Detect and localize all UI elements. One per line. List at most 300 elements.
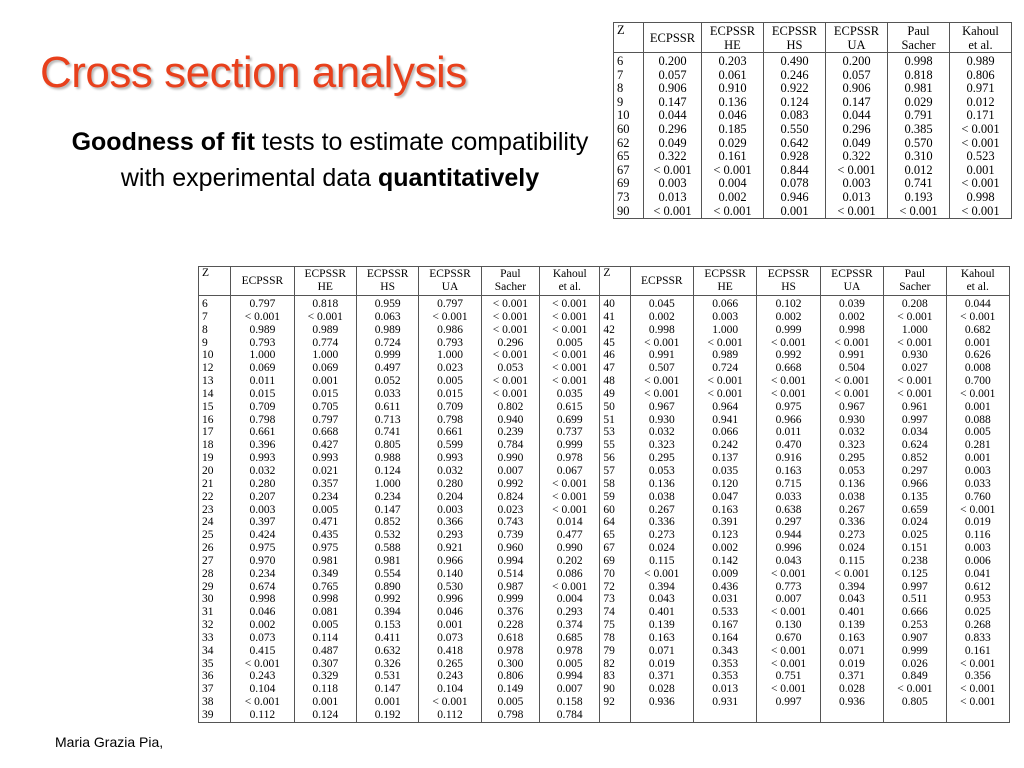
value-cell: 0.994 <box>540 670 600 683</box>
value-cell: 0.435 <box>294 529 356 542</box>
value-cell: < 0.001 <box>950 205 1012 219</box>
value-cell: 0.297 <box>757 516 820 529</box>
value-cell: 0.999 <box>884 645 946 658</box>
value-cell: 0.049 <box>826 137 888 151</box>
value-cell: 0.991 <box>820 349 883 362</box>
value-cell: 0.200 <box>826 53 888 69</box>
value-cell: 0.349 <box>294 568 356 581</box>
value-cell: 0.751 <box>757 670 820 683</box>
value-cell: 0.941 <box>693 414 756 427</box>
value-cell: 0.371 <box>820 670 883 683</box>
value-cell: 0.193 <box>888 191 950 205</box>
value-cell: 0.992 <box>356 593 418 606</box>
column-header: ECPSSR UA <box>826 23 888 53</box>
value-cell: 0.336 <box>820 516 883 529</box>
value-cell: 0.003 <box>693 311 756 324</box>
value-cell: 0.784 <box>540 709 600 722</box>
table-row <box>199 388 1010 401</box>
z-cell: 60 <box>614 123 644 137</box>
value-cell: 0.852 <box>356 516 418 529</box>
table-row <box>614 191 1012 205</box>
table-row <box>614 150 1012 164</box>
value-cell: 0.992 <box>757 349 820 362</box>
column-header: ECPSSR UA <box>820 267 883 296</box>
value-cell: 0.981 <box>356 555 418 568</box>
value-cell: 0.996 <box>757 542 820 555</box>
value-cell: < 0.001 <box>757 375 820 388</box>
value-cell: 0.967 <box>820 401 883 414</box>
table-row <box>614 53 1012 69</box>
value-cell: 0.147 <box>356 504 418 517</box>
table-row <box>199 375 1010 388</box>
value-cell: 0.153 <box>356 619 418 632</box>
value-cell: < 0.001 <box>231 311 294 324</box>
z-cell: 51 <box>600 414 630 427</box>
table-row <box>199 658 1010 671</box>
value-cell: 0.005 <box>294 504 356 517</box>
value-cell: 0.295 <box>630 452 693 465</box>
value-cell: 0.323 <box>820 439 883 452</box>
value-cell: 0.990 <box>540 542 600 555</box>
z-cell: 9 <box>614 96 644 110</box>
z-cell: 90 <box>600 683 630 696</box>
table-row <box>199 670 1010 683</box>
table-row <box>199 696 1010 709</box>
value-cell: 0.998 <box>888 53 950 69</box>
value-cell: 0.147 <box>826 96 888 110</box>
value-cell: 0.297 <box>884 465 946 478</box>
value-cell: 0.120 <box>693 478 756 491</box>
value-cell: 0.032 <box>820 426 883 439</box>
value-cell: < 0.001 <box>950 177 1012 191</box>
table-row <box>614 164 1012 178</box>
value-cell: < 0.001 <box>481 311 539 324</box>
value-cell: 0.760 <box>946 491 1009 504</box>
value-cell: 0.709 <box>231 401 294 414</box>
value-cell: 0.323 <box>630 439 693 452</box>
value-cell: 0.033 <box>356 388 418 401</box>
table-row <box>199 426 1010 439</box>
value-cell: < 0.001 <box>946 696 1009 709</box>
value-cell: 0.490 <box>764 53 826 69</box>
value-cell: 0.047 <box>693 491 756 504</box>
value-cell: 0.394 <box>356 606 418 619</box>
value-cell: 0.001 <box>946 452 1009 465</box>
z-cell: 62 <box>614 137 644 151</box>
column-header: ECPSSR HS <box>764 23 826 53</box>
value-cell: 0.670 <box>757 632 820 645</box>
z-cell: 59 <box>600 491 630 504</box>
value-cell: 0.007 <box>540 683 600 696</box>
value-cell: 0.171 <box>950 109 1012 123</box>
value-cell: 0.032 <box>630 426 693 439</box>
value-cell: 0.802 <box>481 401 539 414</box>
table-row <box>199 478 1010 491</box>
table-row <box>199 324 1010 337</box>
table-row <box>199 593 1010 606</box>
value-cell: 0.026 <box>884 658 946 671</box>
z-cell: 78 <box>600 632 630 645</box>
value-cell: 0.322 <box>644 150 702 164</box>
value-cell: 0.975 <box>294 542 356 555</box>
value-cell: 0.139 <box>820 619 883 632</box>
value-cell: < 0.001 <box>540 504 600 517</box>
value-cell: < 0.001 <box>481 349 539 362</box>
value-cell: 0.203 <box>702 53 764 69</box>
value-cell <box>630 709 693 722</box>
value-cell: 0.497 <box>356 362 418 375</box>
value-cell: 0.066 <box>693 426 756 439</box>
value-cell: 0.005 <box>946 426 1009 439</box>
value-cell: 0.385 <box>888 123 950 137</box>
value-cell: 0.001 <box>764 205 826 219</box>
value-cell: 0.135 <box>884 491 946 504</box>
value-cell: 0.086 <box>540 568 600 581</box>
value-cell: 0.724 <box>356 337 418 350</box>
value-cell: < 0.001 <box>757 337 820 350</box>
value-cell: 0.928 <box>764 150 826 164</box>
value-cell: 0.049 <box>644 137 702 151</box>
column-header: Z <box>199 267 231 296</box>
value-cell: 0.993 <box>231 452 294 465</box>
value-cell: 0.071 <box>820 645 883 658</box>
value-cell: 0.038 <box>630 491 693 504</box>
z-cell: 50 <box>600 401 630 414</box>
value-cell: 0.391 <box>693 516 756 529</box>
z-cell: 65 <box>600 529 630 542</box>
value-cell: 0.015 <box>231 388 294 401</box>
value-cell: 0.396 <box>231 439 294 452</box>
value-cell: 0.161 <box>702 150 764 164</box>
table-bottom-body <box>199 296 1010 723</box>
value-cell: 0.661 <box>231 426 294 439</box>
value-cell: 0.001 <box>946 401 1009 414</box>
z-cell: 46 <box>600 349 630 362</box>
value-cell: < 0.001 <box>946 311 1009 324</box>
value-cell: < 0.001 <box>540 491 600 504</box>
value-cell: 0.960 <box>481 542 539 555</box>
value-cell: 0.296 <box>644 123 702 137</box>
value-cell: 0.006 <box>946 555 1009 568</box>
value-cell: < 0.001 <box>644 205 702 219</box>
value-cell: 0.991 <box>630 349 693 362</box>
column-header: Z <box>614 23 644 53</box>
value-cell: 0.027 <box>884 362 946 375</box>
value-cell: 0.003 <box>946 542 1009 555</box>
value-cell: 0.002 <box>757 311 820 324</box>
z-cell: 57 <box>600 465 630 478</box>
z-cell: 90 <box>614 205 644 219</box>
value-cell: 0.906 <box>826 82 888 96</box>
value-cell: < 0.001 <box>950 123 1012 137</box>
value-cell: 0.023 <box>419 362 481 375</box>
table-row <box>614 109 1012 123</box>
value-cell: 0.504 <box>820 362 883 375</box>
value-cell: 0.798 <box>481 709 539 722</box>
z-cell <box>600 709 630 722</box>
value-cell: 0.427 <box>294 439 356 452</box>
z-cell: 16 <box>199 414 231 427</box>
value-cell: 0.044 <box>826 109 888 123</box>
value-cell: 0.774 <box>294 337 356 350</box>
subtitle-bold-goodness: Goodness of fit <box>71 128 255 156</box>
value-cell: 0.012 <box>888 164 950 178</box>
z-cell: 45 <box>600 337 630 350</box>
value-cell: 0.273 <box>820 529 883 542</box>
value-cell: 0.824 <box>481 491 539 504</box>
table-row <box>614 82 1012 96</box>
value-cell: 0.930 <box>820 414 883 427</box>
results-table-top <box>613 22 1012 219</box>
table-row <box>199 619 1010 632</box>
value-cell: 0.039 <box>820 296 883 311</box>
value-cell: 0.397 <box>231 516 294 529</box>
value-cell: 0.550 <box>764 123 826 137</box>
value-cell: 0.013 <box>826 191 888 205</box>
z-cell: 10 <box>614 109 644 123</box>
z-cell: 28 <box>199 568 231 581</box>
value-cell: 0.163 <box>757 465 820 478</box>
value-cell <box>946 709 1009 722</box>
z-cell: 31 <box>199 606 231 619</box>
value-cell: < 0.001 <box>946 683 1009 696</box>
value-cell: 0.994 <box>481 555 539 568</box>
value-cell: 0.032 <box>231 465 294 478</box>
z-cell: 35 <box>199 658 231 671</box>
z-cell: 69 <box>614 177 644 191</box>
value-cell: < 0.001 <box>826 205 888 219</box>
value-cell: 0.014 <box>540 516 600 529</box>
value-cell: 0.975 <box>231 542 294 555</box>
value-cell: 0.033 <box>946 478 1009 491</box>
z-cell: 9 <box>199 337 231 350</box>
z-cell: 13 <box>199 375 231 388</box>
value-cell: 0.281 <box>946 439 1009 452</box>
column-header: Kahoul et al. <box>950 23 1012 53</box>
column-header: ECPSSR <box>231 267 294 296</box>
table-row <box>199 683 1010 696</box>
value-cell: < 0.001 <box>693 337 756 350</box>
value-cell: 0.394 <box>630 581 693 594</box>
value-cell: 0.208 <box>884 296 946 311</box>
table-row <box>199 504 1010 517</box>
value-cell: 0.990 <box>481 452 539 465</box>
value-cell: < 0.001 <box>481 375 539 388</box>
value-cell: 0.300 <box>481 658 539 671</box>
value-cell: 0.307 <box>294 658 356 671</box>
value-cell: 0.966 <box>419 555 481 568</box>
table-row <box>199 439 1010 452</box>
value-cell: 0.234 <box>356 491 418 504</box>
value-cell: 0.147 <box>644 96 702 110</box>
value-cell: 0.005 <box>481 696 539 709</box>
value-cell: 0.043 <box>630 593 693 606</box>
value-cell: 0.088 <box>946 414 1009 427</box>
table-row <box>614 137 1012 151</box>
value-cell: 0.003 <box>644 177 702 191</box>
z-cell: 8 <box>614 82 644 96</box>
column-header: Paul Sacher <box>888 23 950 53</box>
value-cell: 0.147 <box>356 683 418 696</box>
z-cell: 7 <box>614 69 644 83</box>
value-cell: 0.922 <box>764 82 826 96</box>
value-cell: 0.043 <box>757 555 820 568</box>
value-cell: 0.739 <box>481 529 539 542</box>
value-cell: 0.936 <box>820 696 883 709</box>
value-cell: < 0.001 <box>231 696 294 709</box>
value-cell: < 0.001 <box>693 375 756 388</box>
value-cell: 0.765 <box>294 581 356 594</box>
value-cell: 0.953 <box>946 593 1009 606</box>
value-cell: < 0.001 <box>946 504 1009 517</box>
value-cell: 0.002 <box>231 619 294 632</box>
value-cell: 0.907 <box>884 632 946 645</box>
value-cell: 0.685 <box>540 632 600 645</box>
value-cell: 0.015 <box>419 388 481 401</box>
z-cell: 41 <box>600 311 630 324</box>
z-cell: 17 <box>199 426 231 439</box>
value-cell: 0.052 <box>356 375 418 388</box>
results-table-bottom <box>198 266 1010 723</box>
value-cell: 0.023 <box>481 504 539 517</box>
value-cell: 0.570 <box>888 137 950 151</box>
z-cell: 79 <box>600 645 630 658</box>
value-cell: 0.071 <box>630 645 693 658</box>
value-cell: 0.296 <box>826 123 888 137</box>
value-cell: < 0.001 <box>884 683 946 696</box>
value-cell: 0.124 <box>764 96 826 110</box>
z-cell: 56 <box>600 452 630 465</box>
value-cell: 0.140 <box>419 568 481 581</box>
value-cell: 0.200 <box>644 53 702 69</box>
value-cell: 0.163 <box>820 632 883 645</box>
value-cell: 0.204 <box>419 491 481 504</box>
table-row <box>614 69 1012 83</box>
value-cell: 0.989 <box>294 324 356 337</box>
value-cell: 0.063 <box>356 311 418 324</box>
value-cell: 0.967 <box>630 401 693 414</box>
z-cell: 8 <box>199 324 231 337</box>
value-cell: 0.624 <box>884 439 946 452</box>
z-cell: 48 <box>600 375 630 388</box>
value-cell: 0.008 <box>946 362 1009 375</box>
value-cell: 0.002 <box>702 191 764 205</box>
z-cell: 33 <box>199 632 231 645</box>
value-cell: 0.357 <box>294 478 356 491</box>
value-cell: 0.374 <box>540 619 600 632</box>
value-cell: < 0.001 <box>826 164 888 178</box>
value-cell: < 0.001 <box>820 388 883 401</box>
value-cell: 0.139 <box>630 619 693 632</box>
table-top-body <box>614 53 1012 219</box>
value-cell: 0.611 <box>356 401 418 414</box>
value-cell: 0.069 <box>231 362 294 375</box>
value-cell: 0.989 <box>356 324 418 337</box>
value-cell: 0.487 <box>294 645 356 658</box>
column-header: ECPSSR <box>630 267 693 296</box>
value-cell: 0.418 <box>419 645 481 658</box>
value-cell: 0.280 <box>419 478 481 491</box>
value-cell: 0.124 <box>294 709 356 722</box>
value-cell: 0.998 <box>630 324 693 337</box>
value-cell: 0.997 <box>884 414 946 427</box>
value-cell: 0.046 <box>419 606 481 619</box>
value-cell: 0.013 <box>693 683 756 696</box>
value-cell: 0.981 <box>888 82 950 96</box>
value-cell: 0.533 <box>693 606 756 619</box>
value-cell: < 0.001 <box>540 296 600 311</box>
value-cell: < 0.001 <box>630 375 693 388</box>
value-cell: 0.916 <box>757 452 820 465</box>
value-cell: < 0.001 <box>419 311 481 324</box>
column-header: Kahoul et al. <box>540 267 600 296</box>
value-cell: 0.031 <box>693 593 756 606</box>
z-cell: 67 <box>614 164 644 178</box>
value-cell: < 0.001 <box>481 388 539 401</box>
z-cell: 25 <box>199 529 231 542</box>
value-cell: 0.326 <box>356 658 418 671</box>
value-cell: 0.936 <box>630 696 693 709</box>
value-cell: 0.130 <box>757 619 820 632</box>
value-cell: 0.234 <box>231 568 294 581</box>
value-cell: < 0.001 <box>757 606 820 619</box>
table-row <box>199 581 1010 594</box>
value-cell: 0.003 <box>419 504 481 517</box>
value-cell: 0.053 <box>630 465 693 478</box>
slide-title: Cross section analysis <box>40 48 467 97</box>
value-cell: 0.998 <box>294 593 356 606</box>
z-cell: 34 <box>199 645 231 658</box>
value-cell: 0.069 <box>294 362 356 375</box>
value-cell: < 0.001 <box>540 375 600 388</box>
value-cell <box>884 709 946 722</box>
z-cell: 75 <box>600 619 630 632</box>
value-cell: < 0.001 <box>481 324 539 337</box>
value-cell: 0.001 <box>946 337 1009 350</box>
value-cell: 0.588 <box>356 542 418 555</box>
value-cell: 0.615 <box>540 401 600 414</box>
value-cell: 0.024 <box>820 542 883 555</box>
value-cell: < 0.001 <box>884 311 946 324</box>
value-cell: < 0.001 <box>946 388 1009 401</box>
value-cell: 0.239 <box>481 426 539 439</box>
value-cell: 0.011 <box>757 426 820 439</box>
value-cell: 0.514 <box>481 568 539 581</box>
value-cell: 1.000 <box>294 349 356 362</box>
table-row <box>199 529 1010 542</box>
value-cell: 0.137 <box>693 452 756 465</box>
value-cell: 0.366 <box>419 516 481 529</box>
z-cell: 39 <box>199 709 231 722</box>
value-cell: 0.805 <box>884 696 946 709</box>
column-header: ECPSSR HE <box>294 267 356 296</box>
value-cell: < 0.001 <box>693 388 756 401</box>
table-row <box>199 337 1010 350</box>
value-cell: 0.713 <box>356 414 418 427</box>
value-cell: 0.805 <box>356 439 418 452</box>
value-cell: 0.661 <box>419 426 481 439</box>
value-cell: 0.007 <box>481 465 539 478</box>
subtitle-bold-quantitatively: quantitatively <box>377 164 540 192</box>
table-row <box>199 349 1010 362</box>
value-cell: < 0.001 <box>884 388 946 401</box>
value-cell: 0.507 <box>630 362 693 375</box>
value-cell: 0.682 <box>946 324 1009 337</box>
value-cell: 0.798 <box>231 414 294 427</box>
value-cell: 0.158 <box>540 696 600 709</box>
value-cell: 0.930 <box>630 414 693 427</box>
value-cell: < 0.001 <box>644 164 702 178</box>
